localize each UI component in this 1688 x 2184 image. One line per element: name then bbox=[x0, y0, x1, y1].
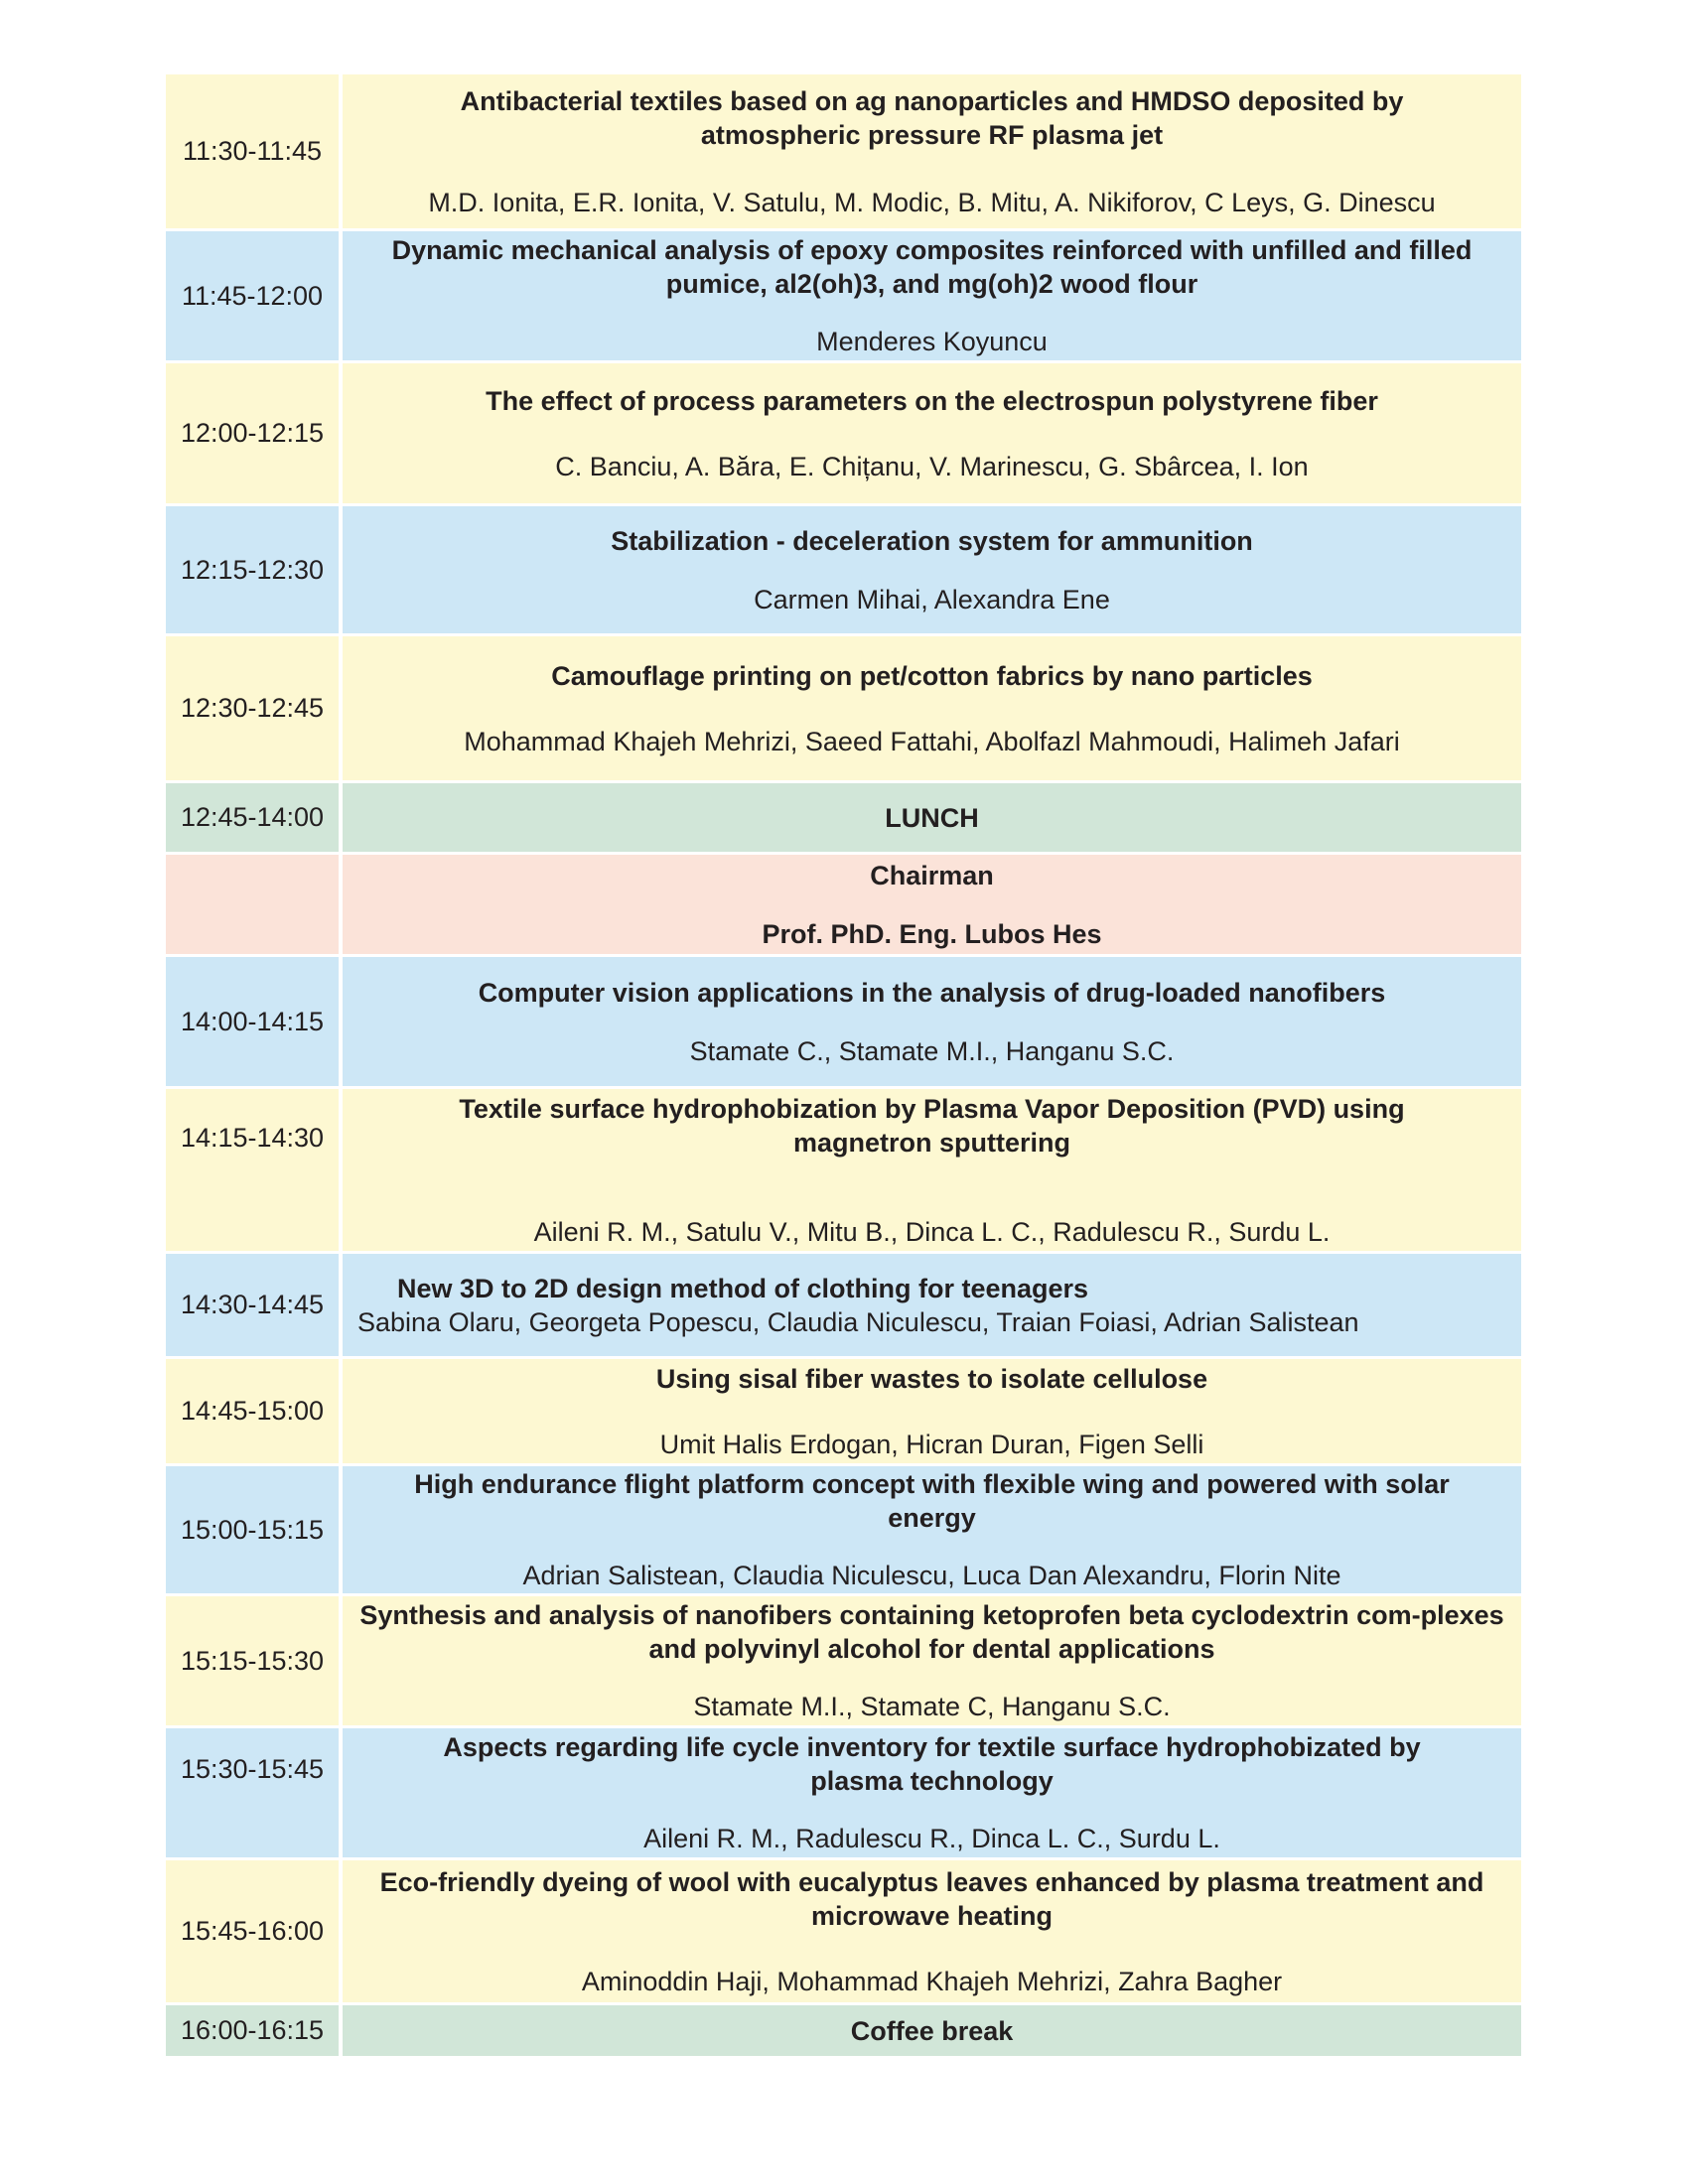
lunch-row bbox=[166, 783, 1521, 855]
session-cell bbox=[343, 231, 1521, 363]
session-row bbox=[166, 74, 1521, 231]
session-cell bbox=[343, 506, 1521, 636]
session-cell bbox=[343, 783, 1521, 855]
session-row bbox=[166, 1254, 1521, 1359]
session-row bbox=[166, 1728, 1521, 1860]
session-cell bbox=[343, 1466, 1521, 1596]
session-cell bbox=[343, 74, 1521, 231]
session-authors: Carmen Mihai, Alexandra Ene bbox=[754, 584, 1110, 614]
session-authors: Umit Halis Erdogan, Hicran Duran, Figen Selli bbox=[659, 1429, 1204, 1459]
session-row bbox=[166, 1596, 1521, 1728]
coffee-break-label: Coffee break bbox=[850, 2015, 1014, 2046]
session-authors: Aminoddin Haji, Mohammad Khajeh Mehrizi, Zahra Bagher bbox=[581, 1966, 1283, 1996]
session-time bbox=[166, 855, 343, 957]
session-title: Antibacterial textiles based on ag nanoparticles and HMDSO deposited by atmospheric pressure RF plasma jet bbox=[460, 85, 1404, 150]
session-title: High endurance flight platform concept with flexible wing and powered with solar energy bbox=[414, 1469, 1450, 1533]
session-title: Aspects regarding life cycle inventory for textile surface hydrophobizated by plasma technology bbox=[443, 1732, 1421, 1796]
session-row bbox=[166, 506, 1521, 636]
session-title: Synthesis and analysis of nanofibers containing ketoprofen beta cyclodextrin com-plexes and polyvinyl alcohol for dental applications bbox=[359, 1600, 1504, 1664]
lunch-label: LUNCH bbox=[885, 802, 979, 833]
session-cell bbox=[343, 1359, 1521, 1466]
session-authors: Stamate M.I., Stamate C, Hanganu S.C. bbox=[693, 1692, 1171, 1721]
session-authors: Sabina Olaru, Georgeta Popescu, Claudia Niculescu, Traian Foiasi, Adrian Salistean bbox=[357, 1306, 1359, 1337]
session-time: 12:45-14:00 bbox=[166, 783, 343, 855]
session-authors: Stamate C., Stamate M.I., Hanganu S.C. bbox=[689, 1035, 1175, 1066]
session-time: 16:00-16:15 bbox=[166, 2005, 343, 2059]
session-cell bbox=[343, 1089, 1521, 1254]
session-time: 15:45-16:00 bbox=[166, 1860, 343, 2005]
session-cell bbox=[343, 363, 1521, 506]
session-row bbox=[166, 1860, 1521, 2005]
session-time: 15:15-15:30 bbox=[166, 1596, 343, 1728]
session-title: The effect of process parameters on the electrospun polystyrene fiber bbox=[486, 385, 1378, 416]
session-row bbox=[166, 636, 1521, 783]
session-title: Computer vision applications in the analysis of drug-loaded nanofibers bbox=[478, 977, 1386, 1008]
chairman-name: Prof. PhD. Eng. Lubos Hes bbox=[762, 918, 1102, 949]
session-authors: C. Banciu, A. Băra, E. Chițanu, V. Marinescu, G. Sbârcea, I. Ion bbox=[555, 451, 1309, 481]
session-title: Using sisal fiber wastes to isolate cellulose bbox=[655, 1363, 1208, 1394]
session-time: 14:30-14:45 bbox=[166, 1254, 343, 1359]
session-title: Dynamic mechanical analysis of epoxy composites reinforced with unfilled and filled pumice, al2(oh)3, and mg(oh)2 wood flour bbox=[391, 235, 1473, 299]
session-cell bbox=[343, 1728, 1521, 1860]
session-title: Camouflage printing on pet/cotton fabrics by nano particles bbox=[551, 660, 1313, 691]
session-row bbox=[166, 1466, 1521, 1596]
session-authors: Adrian Salistean, Claudia Niculescu, Luca Dan Alexandru, Florin Nite bbox=[522, 1561, 1341, 1590]
session-title: Eco-friendly dyeing of wool with eucalyptus leaves enhanced by plasma treatment and microwave heating bbox=[379, 1866, 1484, 1931]
session-row bbox=[166, 231, 1521, 363]
session-authors: Aileni R. M., Satulu V., Mitu B., Dinca L. C., Radulescu R., Surdu L. bbox=[533, 1216, 1331, 1247]
session-time: 14:45-15:00 bbox=[166, 1359, 343, 1466]
session-authors: Aileni R. M., Radulescu R., Dinca L. C., Surdu L. bbox=[643, 1824, 1220, 1853]
session-time: 12:00-12:15 bbox=[166, 363, 343, 506]
session-cell bbox=[343, 2005, 1521, 2059]
chairman-heading: Chairman bbox=[870, 860, 994, 890]
session-cell bbox=[343, 1254, 1521, 1359]
session-row bbox=[166, 363, 1521, 506]
session-time: 15:30-15:45 bbox=[166, 1728, 343, 1860]
session-time: 14:00-14:15 bbox=[166, 957, 343, 1089]
session-time: 15:00-15:15 bbox=[166, 1466, 343, 1596]
session-time: 12:30-12:45 bbox=[166, 636, 343, 783]
session-time: 12:15-12:30 bbox=[166, 506, 343, 636]
schedule-table bbox=[166, 74, 1521, 2059]
session-row bbox=[166, 1359, 1521, 1466]
session-authors: Menderes Koyuncu bbox=[816, 327, 1048, 356]
session-time: 11:45-12:00 bbox=[166, 231, 343, 363]
session-time: 14:15-14:30 bbox=[166, 1089, 343, 1254]
session-cell bbox=[343, 957, 1521, 1089]
session-title: Textile surface hydrophobization by Plasma Vapor Deposition (PVD) using magnetron sputtering bbox=[459, 1093, 1405, 1158]
coffee-break-row bbox=[166, 2005, 1521, 2059]
session-cell bbox=[343, 855, 1521, 957]
session-row bbox=[166, 957, 1521, 1089]
session-cell bbox=[343, 636, 1521, 783]
session-title: New 3D to 2D design method of clothing for teenagers bbox=[397, 1273, 1089, 1303]
session-authors: M.D. Ionita, E.R. Ionita, V. Satulu, M. Modic, B. Mitu, A. Nikiforov, C Leys, G. Dinescu bbox=[428, 187, 1436, 217]
session-row bbox=[166, 1089, 1521, 1254]
session-time: 11:30-11:45 bbox=[166, 74, 343, 231]
session-title: Stabilization - deceleration system for ammunition bbox=[611, 525, 1253, 556]
session-cell bbox=[343, 1596, 1521, 1728]
session-authors: Mohammad Khajeh Mehrizi, Saeed Fattahi, Abolfazl Mahmoudi, Halimeh Jafari bbox=[464, 726, 1400, 756]
chairman-row bbox=[166, 855, 1521, 957]
session-cell bbox=[343, 1860, 1521, 2005]
